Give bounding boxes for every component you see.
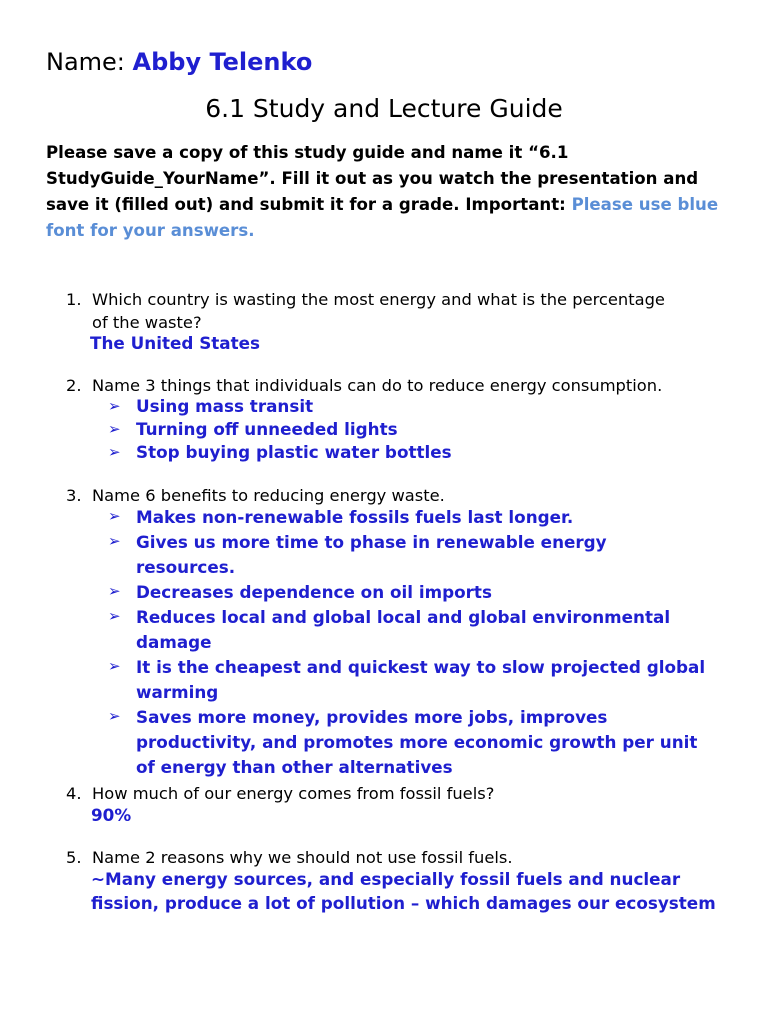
list-item: ➢ Stop buying plastic water bottles — [108, 442, 452, 462]
arrowhead-bullet-icon: ➢ — [108, 420, 121, 438]
question-text: Name 2 reasons why we should not use fossil fuels. — [92, 848, 513, 867]
instructions — [46, 140, 726, 244]
list-item: ➢ Turning off unneeded lights — [108, 419, 398, 439]
list-item: ➢ It is the cheapest and quickest way to slow projected global warming — [108, 657, 706, 702]
page-title: 6.1 Study and Lecture Guide — [205, 94, 563, 123]
question-3 — [66, 484, 445, 507]
arrowhead-bullet-icon: ➢ — [108, 443, 121, 461]
arrowhead-bullet-icon: ➢ — [108, 657, 121, 675]
list-item: ➢ Using mass transit — [108, 396, 314, 416]
question-text: Which country is wasting the most energy and what is the percentage — [92, 290, 665, 309]
question-text-continued: of the waste? — [92, 313, 202, 332]
name-line — [46, 46, 312, 78]
answer-5: ~Many energy sources, and especially fossil fuels and nuclear fission, produce a lot of pollution – which damages our ecosystem — [91, 869, 716, 913]
question-4 — [66, 782, 494, 805]
student-name: Abby Telenko — [132, 48, 313, 76]
question-number: 2. — [66, 376, 82, 395]
list-item: ➢ Decreases dependence on oil imports — [108, 582, 492, 602]
list-item: ➢ Reduces local and global local and global environmental damage — [108, 607, 671, 652]
arrowhead-bullet-icon: ➢ — [108, 707, 121, 725]
arrowhead-bullet-icon: ➢ — [108, 532, 121, 550]
instructions-text: Please save a copy of this study guide and name it “6.1 StudyGuide_YourName”. Fill it out as you watch the presentation and save it (filled out) and submit it for a grade. Important: — [46, 143, 699, 214]
answer-3-list — [108, 505, 708, 780]
question-number: 4. — [66, 784, 82, 803]
question-number: 5. — [66, 848, 82, 867]
answer-2-list — [108, 395, 452, 464]
question-number: 3. — [66, 486, 82, 505]
arrowhead-bullet-icon: ➢ — [108, 607, 121, 625]
question-text: Name 6 benefits to reducing energy waste. — [92, 486, 445, 505]
arrowhead-bullet-icon: ➢ — [108, 397, 121, 415]
instructions-highlight: Please use blue font for your answers. — [46, 195, 719, 240]
arrowhead-bullet-icon: ➢ — [108, 582, 121, 600]
arrowhead-bullet-icon: ➢ — [108, 507, 121, 525]
question-text: Name 3 things that individuals can do to reduce energy consumption. — [92, 376, 663, 395]
question-number: 1. — [66, 290, 82, 309]
question-2 — [66, 374, 662, 397]
name-label: Name: — [46, 48, 125, 76]
answer-4: 90% — [91, 805, 132, 825]
list-item: ➢ Makes non-renewable fossils fuels last longer. — [108, 507, 574, 527]
list-item: ➢ Gives us more time to phase in renewable energy resources. — [108, 532, 607, 577]
question-1 — [66, 288, 665, 334]
question-5 — [66, 846, 513, 869]
answer-1: The United States — [90, 333, 261, 353]
list-item: ➢ Saves more money, provides more jobs, improves productivity, and promotes more economic growth per unit of energy than other alternatives — [108, 707, 698, 777]
question-text: How much of our energy comes from fossil fuels? — [92, 784, 495, 803]
